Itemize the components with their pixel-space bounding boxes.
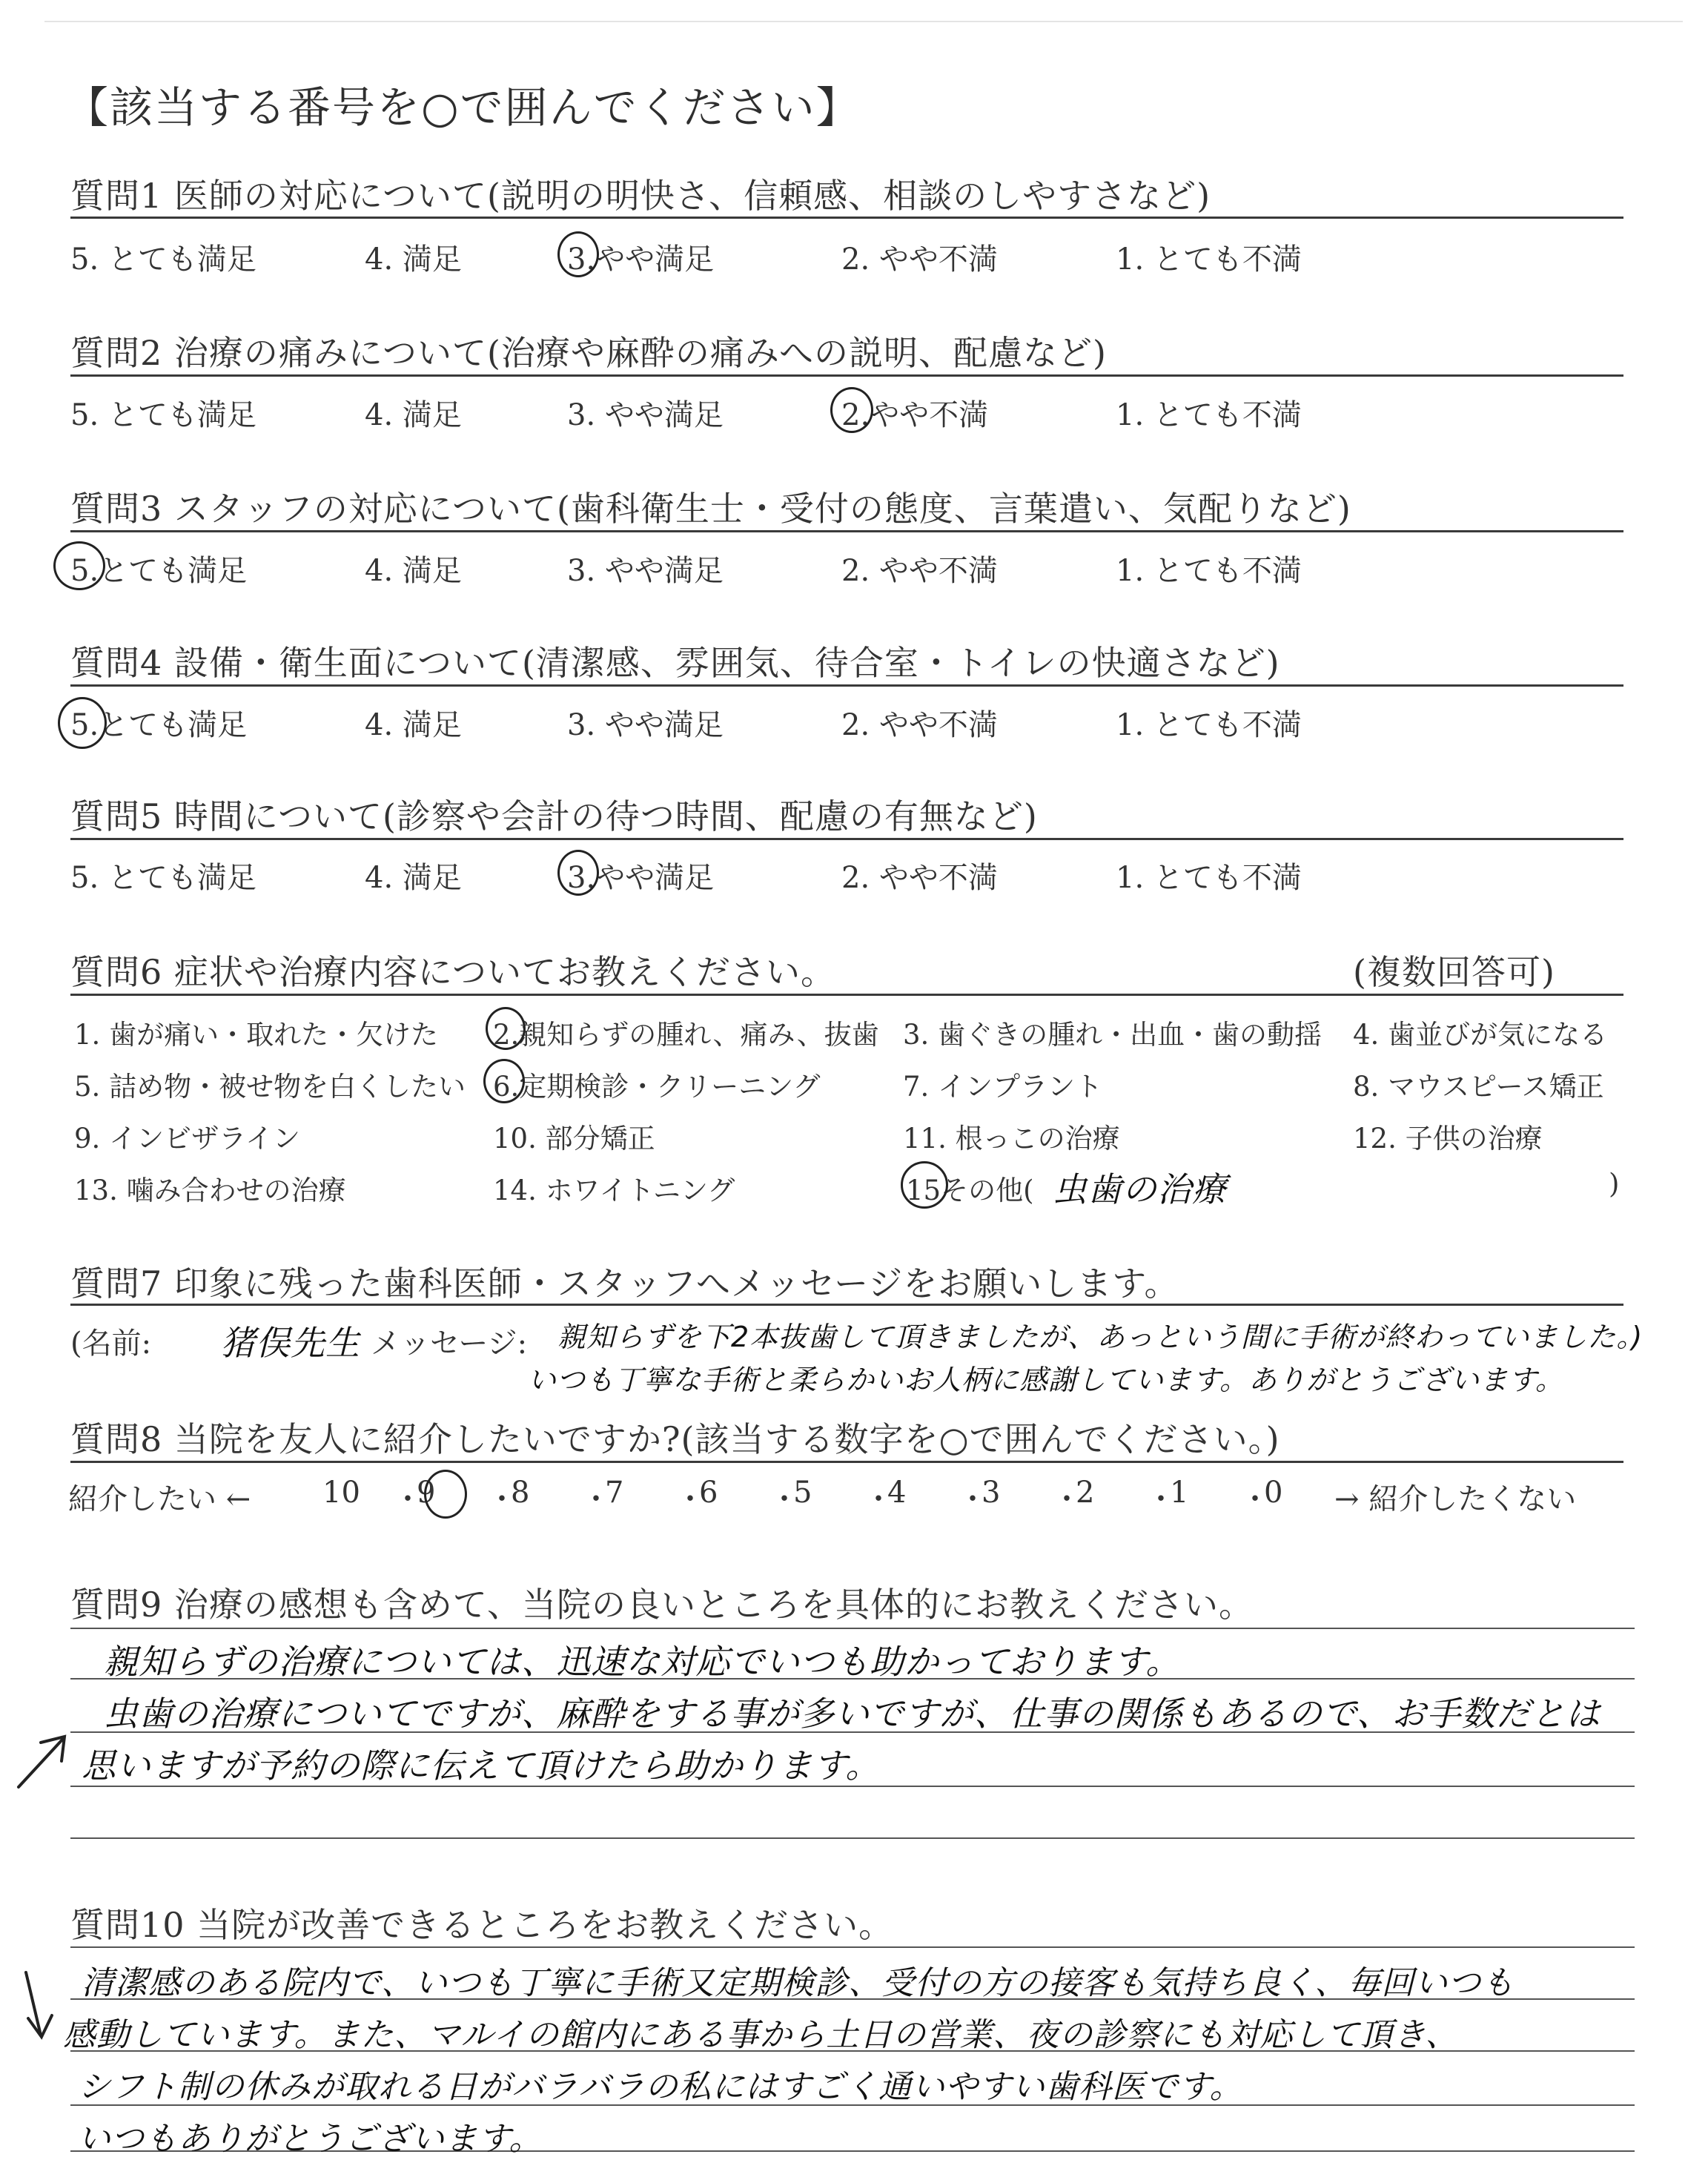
q4-option-2[interactable]: 2. やや不満 — [841, 708, 998, 742]
q1-option-1[interactable]: 1. とても不満 — [1116, 242, 1302, 277]
q8-rule — [70, 1461, 1623, 1463]
q7-name-value: 猪俣先生 — [221, 1323, 360, 1363]
q9-answer-line-3: 思いますが予約の際に伝えて頂けたら助かります。 — [82, 1745, 881, 1786]
q1-option-2[interactable]: 2. やや不満 — [841, 242, 998, 277]
q6-item-10[interactable]: 10. 部分矯正 — [493, 1123, 655, 1155]
q6-item-2-circle — [486, 1007, 526, 1050]
q8-scale-9[interactable]: 9 — [417, 1476, 436, 1510]
q1-option-3[interactable]: 3.やや満足 — [567, 242, 715, 277]
page-top-edge — [44, 21, 1683, 22]
q5-option-2[interactable]: 2. やや不満 — [841, 861, 998, 895]
q6-item-11[interactable]: 11. 根っこの治療 — [903, 1123, 1120, 1155]
q8-scale-0[interactable]: 0 — [1264, 1476, 1283, 1510]
q10-title: 質問10 当院が改善できるところをお教えください。 — [70, 1905, 894, 1945]
q7-name-label: (名前: — [70, 1327, 152, 1361]
q10-answer-line-1: 清潔感のある院内で、いつも丁寧に手術又定期検診、受付の方の接客も気持ち良く、毎回いつも — [82, 1964, 1515, 2002]
q1-rule — [70, 217, 1623, 219]
q6-item-8[interactable]: 8. マウスピース矯正 — [1353, 1071, 1604, 1103]
q10-arrow-icon — [15, 1965, 59, 2047]
q8-left-label: 紹介したい ← — [68, 1482, 251, 1516]
q8-scale-separator: ・ — [864, 1482, 893, 1516]
q3-title: 質問3 スタッフの対応について(歯科衛生士・受付の態度、言葉遣い、気配りなど) — [70, 489, 1351, 529]
q6-other-close-paren: ) — [1609, 1168, 1620, 1200]
q7-title: 質問7 印象に残った歯科医師・スタッフへメッセージをお願いします。 — [70, 1264, 1179, 1304]
q6-item-13[interactable]: 13. 噛み合わせの治療 — [74, 1175, 346, 1206]
q6-item-5[interactable]: 5. 詰め物・被せ物を白くしたい — [74, 1071, 466, 1103]
q6-title: 質問6 症状や治療内容についてお教えください。 — [70, 952, 835, 992]
q1-selection-circle — [557, 231, 599, 277]
q2-option-5[interactable]: 5. とても満足 — [70, 398, 256, 432]
q10-line-0 — [70, 1946, 1635, 1948]
q9-answer-line-2: 虫歯の治療についてですが、麻酔をする事が多いですが、仕事の関係もあるので、お手数だとは — [104, 1694, 1601, 1734]
q6-item-6-circle — [483, 1059, 525, 1103]
q4-option-4[interactable]: 4. 満足 — [365, 708, 462, 742]
q7-rule — [70, 1304, 1623, 1306]
q5-rule — [70, 838, 1623, 840]
q9-title: 質問9 治療の感想も含めて、当院の良いところを具体的にお教えください。 — [70, 1585, 1254, 1625]
q6-item-2[interactable]: 2.親知らずの腫れ、痛み、抜歯 — [493, 1019, 879, 1051]
q10-answer-line-4: いつもありがとうございます。 — [78, 2120, 543, 2158]
q1-title: 質問1 医師の対応について(説明の明快さ、信頼感、相談のしやすさなど) — [70, 176, 1211, 216]
q8-right-label: → 紹介したくない — [1334, 1482, 1577, 1516]
q6-item-4[interactable]: 4. 歯並びが気になる — [1353, 1019, 1608, 1051]
q8-title: 質問8 当院を友人に紹介したいですか?(該当する数字を○で囲んでください。) — [70, 1419, 1280, 1459]
q3-option-2[interactable]: 2. やや不満 — [841, 554, 998, 588]
q8-scale-separator: ・ — [581, 1482, 611, 1516]
q5-option-4[interactable]: 4. 満足 — [365, 861, 462, 895]
q6-item-15[interactable]: 15その他( — [906, 1175, 1034, 1206]
q1-option-5[interactable]: 5. とても満足 — [70, 242, 256, 277]
q8-scale-5[interactable]: 5 — [793, 1476, 812, 1510]
q6-item-12[interactable]: 12. 子供の治療 — [1353, 1123, 1543, 1155]
q6-item-1[interactable]: 1. 歯が痛い・取れた・欠けた — [74, 1019, 439, 1051]
q4-option-5[interactable]: 5.とても満足 — [70, 708, 248, 742]
q10-answer-line-3: シフト制の休みが取れる日がバラバラの私にはすごく通いやすい歯科医です。 — [78, 2068, 1243, 2106]
q3-option-3[interactable]: 3. やや満足 — [567, 554, 724, 588]
q2-option-2[interactable]: 2.やや不満 — [841, 398, 989, 432]
q4-option-3[interactable]: 3. やや満足 — [567, 708, 724, 742]
q7-message-line-1: 親知らずを下2本抜歯して頂きましたが、あっという間に手術が終わっていました。) — [557, 1321, 1644, 1353]
q8-scale-separator: ・ — [769, 1482, 799, 1516]
q2-option-3[interactable]: 3. やや満足 — [567, 398, 724, 432]
q7-message-line-2: いつも丁寧な手術と柔らかいお人柄に感謝しています。ありがとうございます。 — [528, 1364, 1564, 1396]
q3-selection-circle — [53, 541, 105, 590]
q8-scale-6[interactable]: 6 — [699, 1476, 718, 1510]
q8-scale-separator: ・ — [1052, 1482, 1082, 1516]
q8-scale-2[interactable]: 2 — [1076, 1476, 1095, 1510]
q2-title: 質問2 治療の痛みについて(治療や麻酔の痛みへの説明、配慮など) — [70, 333, 1107, 373]
q4-option-1[interactable]: 1. とても不満 — [1116, 708, 1302, 742]
q3-rule — [70, 530, 1623, 532]
q2-rule — [70, 374, 1623, 377]
q9-line-4 — [70, 1837, 1635, 1839]
q5-title: 質問5 時間について(診察や会計の待つ時間、配慮の有無など) — [70, 796, 1038, 836]
q5-selection-circle — [557, 850, 599, 896]
q8-scale-10[interactable]: 10 — [322, 1476, 360, 1510]
q9-arrow-icon — [11, 1728, 78, 1794]
q2-option-1[interactable]: 1. とても不満 — [1116, 398, 1302, 432]
q5-option-3[interactable]: 3.やや満足 — [567, 861, 715, 895]
q5-option-1[interactable]: 1. とても不満 — [1116, 861, 1302, 895]
q6-item-9[interactable]: 9. インビザライン — [74, 1123, 300, 1155]
q8-scale-separator: ・ — [1240, 1482, 1270, 1516]
q3-option-5[interactable]: 5.とても満足 — [70, 554, 248, 588]
q8-scale-7[interactable]: 7 — [605, 1476, 624, 1510]
q5-option-5[interactable]: 5. とても満足 — [70, 861, 256, 895]
q3-option-4[interactable]: 4. 満足 — [365, 554, 462, 588]
q10-answer-line-2: 感動しています。また、マルイの館内にある事から土日の営業、夜の診察にも対応して頂き、 — [63, 2016, 1459, 2054]
q4-title: 質問4 設備・衛生面について(清潔感、雰囲気、待合室・トイレの快適さなど) — [70, 643, 1280, 683]
q6-other-handwritten: 虫歯の治療 — [1053, 1169, 1227, 1209]
q6-item-14[interactable]: 14. ホワイトニング — [493, 1175, 735, 1206]
q8-scale-separator: ・ — [487, 1482, 517, 1516]
q8-scale-separator: ・ — [675, 1482, 705, 1516]
q6-rule — [70, 994, 1623, 996]
q6-item-6[interactable]: 6.定期検診・クリーニング — [493, 1071, 821, 1103]
q8-scale-separator: ・ — [393, 1482, 423, 1516]
q2-selection-circle — [830, 387, 873, 433]
q4-selection-circle — [58, 697, 107, 749]
q9-line-0 — [70, 1628, 1635, 1629]
q8-scale-3[interactable]: 3 — [982, 1476, 1001, 1510]
q7-message-label: メッセージ: — [371, 1327, 528, 1361]
q8-scale-separator: ・ — [958, 1482, 987, 1516]
q4-rule — [70, 684, 1623, 687]
q6-note: (複数回答可) — [1353, 952, 1555, 992]
page-header: 【該当する番号を○で囲んでください】 — [65, 82, 861, 133]
q6-item-15-circle — [901, 1161, 948, 1209]
q3-option-1[interactable]: 1. とても不満 — [1116, 554, 1302, 588]
q8-scale-separator: ・ — [1146, 1482, 1176, 1516]
q8-scale-8[interactable]: 8 — [511, 1476, 530, 1510]
q8-scale-1[interactable]: 1 — [1170, 1476, 1189, 1510]
q8-scale-4[interactable]: 4 — [887, 1476, 907, 1510]
q6-item-7[interactable]: 7. インプラント — [903, 1071, 1103, 1103]
q1-option-4[interactable]: 4. 満足 — [365, 242, 462, 277]
q2-option-4[interactable]: 4. 満足 — [365, 398, 462, 432]
q6-item-3[interactable]: 3. 歯ぐきの腫れ・出血・歯の動揺 — [903, 1019, 1323, 1051]
q9-answer-line-1: 親知らずの治療については、迅速な対応でいつも助かっております。 — [104, 1642, 1181, 1682]
q8-selection-circle — [424, 1470, 467, 1519]
